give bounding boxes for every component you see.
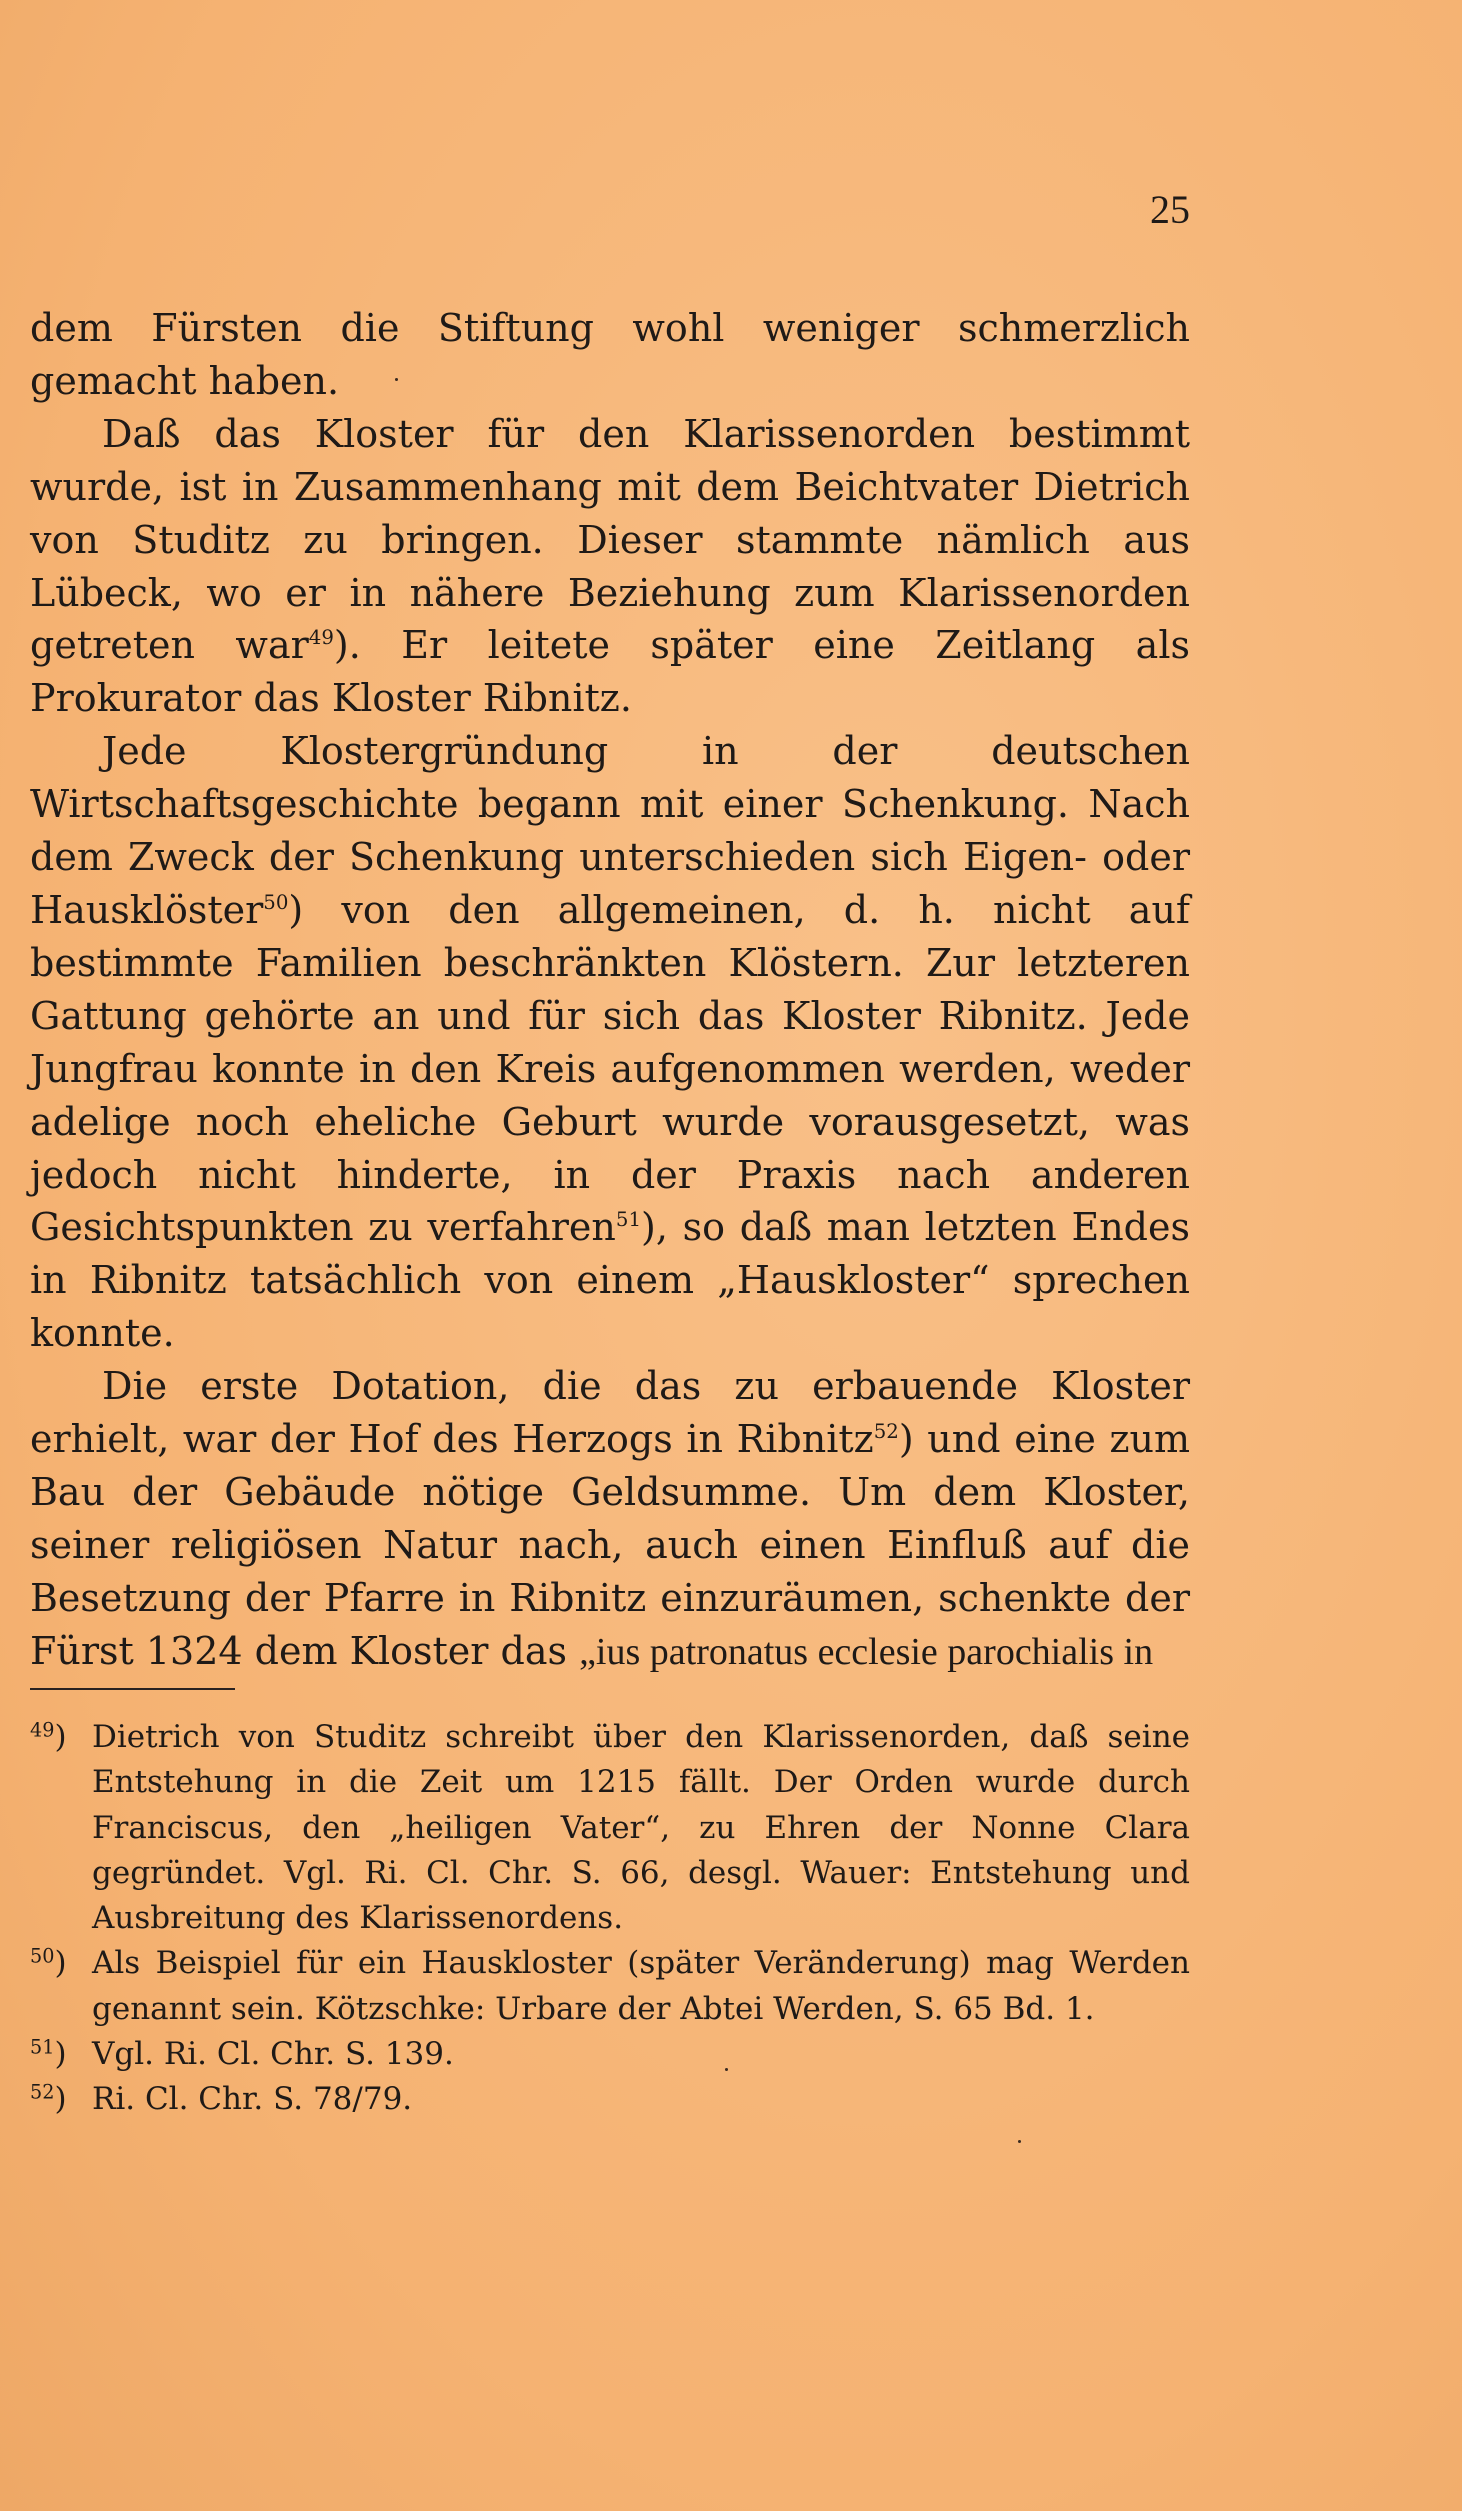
footnote-text: Als Beispiel für ein Hauskloster (später Veränderung) mag Werden genannt sein. Kötzschke: Urbare der Abtei Werden, S. 65 Bd. 1.: [92, 1945, 1190, 2027]
text-run: ) von den allgemeinen, d. h. nicht auf bestimmte Familien beschränkten Klöstern. Zur letzteren Gattung gehörte an und für sich das Kloster Ribnitz. Jede Jungfrau konnte in den Kreis aufgenommen werden, weder adelige noch eheliche Geburt wurde vorausgesetzt, was jedoch nicht hinderte, in der Praxis nach anderen Gesichtspunkten zu verfahren: [30, 887, 1190, 1250]
footnote-number: 49: [30, 1718, 55, 1742]
footnote-text: Vgl. Ri. Cl. Chr. S. 139.: [92, 2036, 454, 2073]
footnote: [30, 2032, 1190, 2077]
text-run: ). Er leitete später eine Zeitlang als Prokurator das Kloster Ribnitz.: [30, 623, 1190, 721]
footnote: [30, 1941, 1190, 2032]
footnote-reference: 50: [263, 891, 289, 915]
paragraph: [30, 408, 1190, 725]
footnote-text: Ri. Cl. Chr. S. 78/79.: [92, 2081, 413, 2118]
footnote-marker: $^{49}$): [30, 1718, 67, 1755]
footnote-text: Dietrich von Studitz schreibt über den Klarissenorden, daß seine Entstehung in die Zeit um 1215 fällt. Der Orden wurde durch Franciscus, den „heiligen Vater“, zu Ehren der Nonne Clara gegründet. Vgl. Ri. Cl. Chr. S. 66, desgl. Wauer: Entstehung und Ausbreitung des Klarissenordens.: [92, 1719, 1190, 1937]
footnote-number: 50: [30, 1944, 55, 1968]
paragraph: [30, 725, 1190, 1360]
footnote-marker: $^{51}$): [30, 2035, 67, 2073]
text-run: Die erste Dotation, die das zu erbauende Kloster erhielt, war der Hof des Herzogs in Ribnitz: [30, 1364, 1190, 1462]
latin-quotation: „ius patronatus ecclesie parochialis in: [579, 1630, 1154, 1673]
paragraph: [30, 1360, 1190, 1678]
footnote-reference: 52: [873, 1420, 899, 1444]
footnote-number: 52: [30, 2080, 55, 2104]
text-run: dem Fürsten die Stiftung wohl weniger schmerzlich gemacht haben.: [30, 306, 1190, 403]
body-text: [30, 302, 1190, 1679]
footnotes: [30, 1715, 1190, 2123]
footnote: [30, 1715, 1190, 1941]
footnote-reference: 51: [615, 1208, 642, 1232]
footnote-reference: 49: [308, 626, 334, 650]
footnote-number: 51: [30, 2035, 55, 2059]
page-number: 25: [1150, 187, 1190, 232]
footnote-divider: [30, 1688, 235, 1690]
footnote: [30, 2077, 1190, 2122]
paper-speck: [395, 378, 398, 381]
text-run: ) und eine zum Bau der Gebäude nötige Geldsumme. Um dem Kloster, seiner religiösen Natur nach, auch einen Einfluß auf die Besetzung der Pfarre in Ribnitz einzuräumen, schenkte der Fürst 1324 dem Kloster das: [30, 1417, 1191, 1673]
paper-speck: [725, 2068, 728, 2071]
text-run: Daß das Kloster für den Klarissenorden bestimmt wurde, ist in Zusammenhang mit dem Beichtvater Dietrich von Studitz zu bringen. Dieser stammte nämlich aus Lübeck, wo er in nähere Beziehung zum Klarissenorden getreten war: [30, 411, 1190, 668]
text-run: Jede Klostergründung in der deutschen Wirtschaftsgeschichte begann mit einer Schenkung. Nach dem Zweck der Schenkung unterschieden sich Eigen- oder Hausklöster: [30, 729, 1190, 932]
footnote-marker: $^{52}$): [30, 2080, 67, 2118]
paragraph: [30, 302, 1190, 408]
paper-speck: [1018, 2140, 1021, 2143]
footnote-marker: $^{50}$): [30, 1944, 67, 1982]
text-run: ), so daß man letzten Endes in Ribnitz tatsächlich von einem „Hauskloster“ sprechen konnte.: [30, 1205, 1190, 1356]
